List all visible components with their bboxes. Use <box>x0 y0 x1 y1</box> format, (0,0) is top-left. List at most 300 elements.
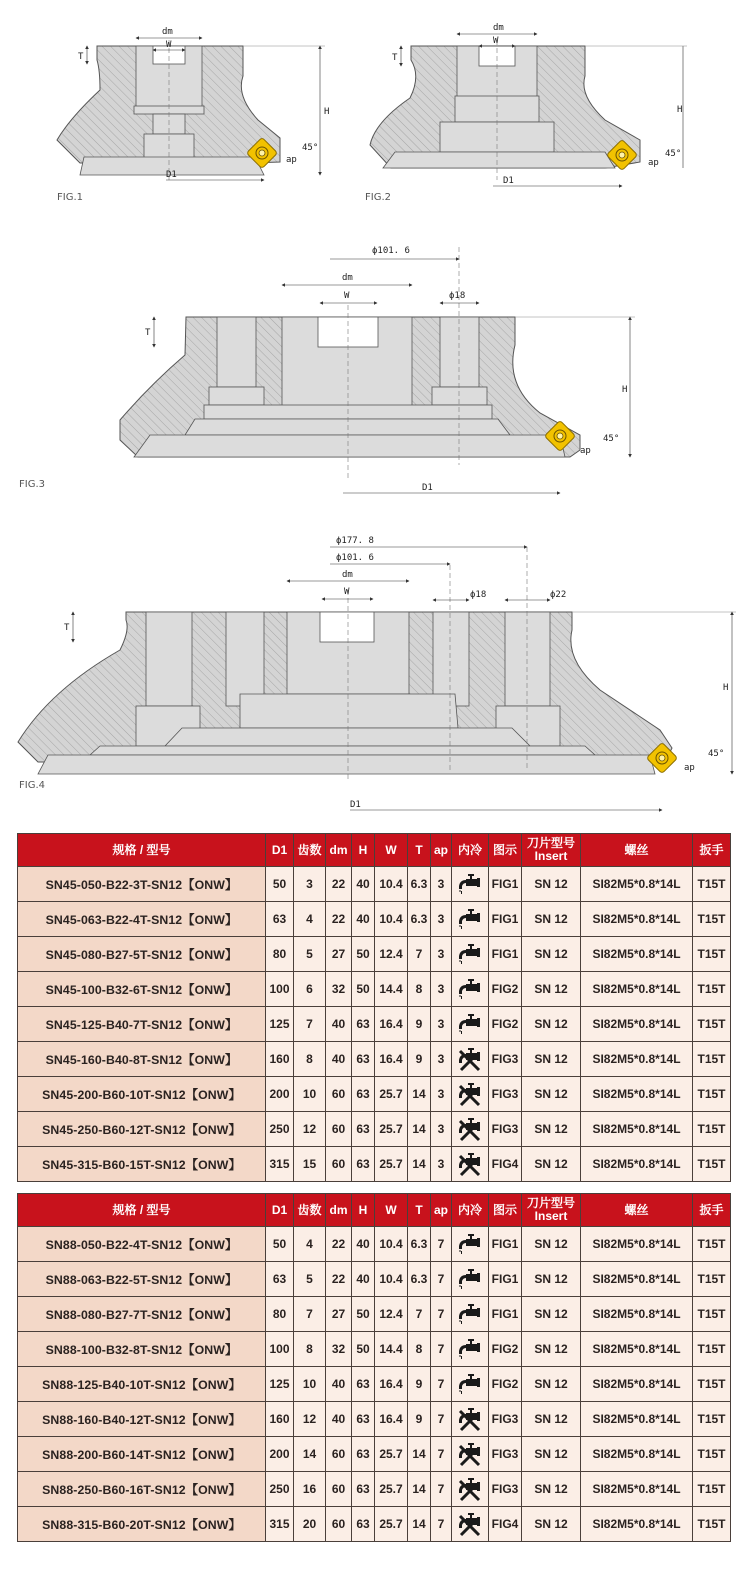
cell-d1: 100 <box>266 972 294 1007</box>
cell-insert: SN 12 <box>522 1042 581 1077</box>
dim-ap-label: ap <box>684 763 695 773</box>
cell-figure: FIG1 <box>489 902 522 937</box>
cell-h: 63 <box>352 1507 375 1542</box>
cell-insert: SN 12 <box>522 1472 581 1507</box>
cell-wrench: T15T <box>693 1007 731 1042</box>
dim-dm-label: dm <box>342 273 353 283</box>
dim-ap-label: ap <box>286 155 297 165</box>
dim-angle-label: 45° <box>302 143 319 153</box>
cell-teeth: 8 <box>294 1332 326 1367</box>
cell-model: SN45-200-B60-10T-SN12【ONW】 <box>18 1077 266 1112</box>
cell-ap: 7 <box>431 1472 452 1507</box>
dim-t-label: T <box>64 623 70 633</box>
cell-dm: 60 <box>326 1437 352 1472</box>
cell-model: SN88-200-B60-14T-SN12【ONW】 <box>18 1437 266 1472</box>
cell-teeth: 6 <box>294 972 326 1007</box>
cell-model: SN45-100-B32-6T-SN12【ONW】 <box>18 972 266 1007</box>
header-insert-cn: 刀片型号 <box>526 836 575 850</box>
cell-screw: SI82M5*0.8*14L <box>581 867 693 902</box>
cell-insert: SN 12 <box>522 972 581 1007</box>
dim-t-label: T <box>392 53 398 63</box>
cell-ap: 7 <box>431 1507 452 1542</box>
cell-figure: FIG1 <box>489 937 522 972</box>
cell-teeth: 10 <box>294 1367 326 1402</box>
cell-screw: SI82M5*0.8*14L <box>581 1112 693 1147</box>
cell-dm: 60 <box>326 1112 352 1147</box>
header-ap: ap <box>431 834 452 867</box>
cell-teeth: 12 <box>294 1402 326 1437</box>
cell-ap: 7 <box>431 1262 452 1297</box>
cell-insert: SN 12 <box>522 1147 581 1182</box>
cell-model: SN45-315-B60-15T-SN12【ONW】 <box>18 1147 266 1182</box>
internal-coolant-icon <box>457 1372 483 1396</box>
table-row <box>18 1367 731 1402</box>
table-row <box>18 867 731 902</box>
cell-dm: 40 <box>326 1007 352 1042</box>
cell-d1: 80 <box>266 937 294 972</box>
figure-4 <box>0 530 750 820</box>
cell-d1: 125 <box>266 1367 294 1402</box>
cell-wrench: T15T <box>693 1077 731 1112</box>
cell-w: 25.7 <box>375 1437 408 1472</box>
dim-angle-label: 45° <box>603 434 620 444</box>
header-figure: 图示 <box>489 1194 522 1227</box>
cell-d1: 100 <box>266 1332 294 1367</box>
cell-teeth: 20 <box>294 1507 326 1542</box>
cell-d1: 50 <box>266 1227 294 1262</box>
cell-wrench: T15T <box>693 937 731 972</box>
dim-d1-label: D1 <box>422 483 433 493</box>
dim-dm-label: dm <box>342 570 353 580</box>
cell-model: SN45-160-B40-8T-SN12【ONW】 <box>18 1042 266 1077</box>
cell-teeth: 14 <box>294 1437 326 1472</box>
header-wrench: 扳手 <box>693 834 731 867</box>
cell-wrench: T15T <box>693 972 731 1007</box>
internal-coolant-icon <box>457 1267 483 1291</box>
cell-h: 63 <box>352 1007 375 1042</box>
cell-t: 7 <box>408 937 431 972</box>
cell-teeth: 8 <box>294 1042 326 1077</box>
cell-t: 14 <box>408 1112 431 1147</box>
cell-h: 63 <box>352 1437 375 1472</box>
dim-dm-label: dm <box>493 23 504 33</box>
cell-figure: FIG2 <box>489 1007 522 1042</box>
cell-ap: 7 <box>431 1297 452 1332</box>
no-coolant-icon <box>457 1152 483 1176</box>
cell-ap: 7 <box>431 1437 452 1472</box>
cell-teeth: 4 <box>294 902 326 937</box>
dim-w-label: W <box>344 587 350 597</box>
no-coolant-icon <box>457 1407 483 1431</box>
cell-coolant <box>452 1332 489 1367</box>
cell-coolant <box>452 867 489 902</box>
spec-table-sn88 <box>17 1193 731 1542</box>
dim-ap-label: ap <box>580 446 591 456</box>
cell-d1: 63 <box>266 902 294 937</box>
cell-t: 14 <box>408 1507 431 1542</box>
dim-d1-label: D1 <box>503 176 514 186</box>
cell-t: 9 <box>408 1042 431 1077</box>
cell-screw: SI82M5*0.8*14L <box>581 1437 693 1472</box>
header-model: 规格 / 型号 <box>18 1194 266 1227</box>
cell-w: 14.4 <box>375 1332 408 1367</box>
cell-wrench: T15T <box>693 1147 731 1182</box>
table-header-row <box>18 834 731 867</box>
header-ap: ap <box>431 1194 452 1227</box>
table-row <box>18 1077 731 1112</box>
internal-coolant-icon <box>457 1302 483 1326</box>
cell-ap: 3 <box>431 1112 452 1147</box>
cell-wrench: T15T <box>693 1042 731 1077</box>
table-row <box>18 1332 731 1367</box>
figure-2-label: FIG.2 <box>365 192 391 203</box>
cell-teeth: 12 <box>294 1112 326 1147</box>
cell-t: 6.3 <box>408 902 431 937</box>
cell-dm: 40 <box>326 1367 352 1402</box>
cell-h: 63 <box>352 1367 375 1402</box>
header-coolant: 内冷 <box>452 1194 489 1227</box>
dim-t-label: T <box>78 52 84 62</box>
cell-d1: 50 <box>266 867 294 902</box>
cell-ap: 3 <box>431 1147 452 1182</box>
internal-coolant-icon <box>457 872 483 896</box>
cell-t: 7 <box>408 1297 431 1332</box>
table-row <box>18 1297 731 1332</box>
cell-coolant <box>452 1227 489 1262</box>
dim-h-label: H <box>723 683 729 693</box>
cell-t: 9 <box>408 1007 431 1042</box>
dim-h-label: H <box>677 105 683 115</box>
cell-teeth: 15 <box>294 1147 326 1182</box>
cell-t: 8 <box>408 972 431 1007</box>
cell-insert: SN 12 <box>522 1227 581 1262</box>
cell-ap: 3 <box>431 1077 452 1112</box>
header-coolant: 内冷 <box>452 834 489 867</box>
cell-coolant <box>452 1262 489 1297</box>
cell-model: SN45-050-B22-3T-SN12【ONW】 <box>18 867 266 902</box>
cell-ap: 3 <box>431 972 452 1007</box>
cell-t: 9 <box>408 1402 431 1437</box>
cell-figure: FIG3 <box>489 1402 522 1437</box>
cell-screw: SI82M5*0.8*14L <box>581 1007 693 1042</box>
cell-model: SN45-080-B27-5T-SN12【ONW】 <box>18 937 266 972</box>
header-w: W <box>375 1194 408 1227</box>
header-d1: D1 <box>266 834 294 867</box>
cell-model: SN88-080-B27-7T-SN12【ONW】 <box>18 1297 266 1332</box>
cell-figure: FIG2 <box>489 1332 522 1367</box>
cell-screw: SI82M5*0.8*14L <box>581 1077 693 1112</box>
cell-insert: SN 12 <box>522 1332 581 1367</box>
cell-dm: 22 <box>326 1262 352 1297</box>
cell-screw: SI82M5*0.8*14L <box>581 1297 693 1332</box>
cell-insert: SN 12 <box>522 1437 581 1472</box>
cell-d1: 200 <box>266 1077 294 1112</box>
dim-hole-large-label: ϕ22 <box>550 590 567 600</box>
spec-table-sn45 <box>17 833 731 1182</box>
no-coolant-icon <box>457 1512 483 1536</box>
cell-model: SN88-250-B60-16T-SN12【ONW】 <box>18 1472 266 1507</box>
dim-dm-label: dm <box>162 27 173 37</box>
cell-model: SN88-050-B22-4T-SN12【ONW】 <box>18 1227 266 1262</box>
cell-ap: 7 <box>431 1367 452 1402</box>
cell-dm: 32 <box>326 1332 352 1367</box>
dim-d1-label: D1 <box>166 170 177 180</box>
cell-w: 25.7 <box>375 1472 408 1507</box>
cell-h: 40 <box>352 867 375 902</box>
header-insert <box>522 834 581 867</box>
internal-coolant-icon <box>457 907 483 931</box>
figure-1-label: FIG.1 <box>57 192 83 203</box>
cell-dm: 22 <box>326 867 352 902</box>
cell-w: 16.4 <box>375 1042 408 1077</box>
cell-w: 10.4 <box>375 1262 408 1297</box>
table-row <box>18 1007 731 1042</box>
header-teeth: 齿数 <box>294 834 326 867</box>
cell-d1: 80 <box>266 1297 294 1332</box>
cell-ap: 7 <box>431 1402 452 1437</box>
cell-teeth: 3 <box>294 867 326 902</box>
cell-wrench: T15T <box>693 1227 731 1262</box>
cell-screw: SI82M5*0.8*14L <box>581 1262 693 1297</box>
cell-screw: SI82M5*0.8*14L <box>581 1227 693 1262</box>
cell-h: 50 <box>352 1297 375 1332</box>
cell-d1: 160 <box>266 1402 294 1437</box>
cell-w: 16.4 <box>375 1402 408 1437</box>
cell-dm: 22 <box>326 1227 352 1262</box>
cell-screw: SI82M5*0.8*14L <box>581 1332 693 1367</box>
header-figure: 图示 <box>489 834 522 867</box>
figure-4-label: FIG.4 <box>19 780 45 791</box>
cell-w: 12.4 <box>375 1297 408 1332</box>
cell-model: SN45-125-B40-7T-SN12【ONW】 <box>18 1007 266 1042</box>
figure-1 <box>40 10 340 203</box>
header-d1: D1 <box>266 1194 294 1227</box>
cell-figure: FIG1 <box>489 1227 522 1262</box>
header-insert-cn: 刀片型号 <box>526 1196 575 1210</box>
table-row <box>18 1472 731 1507</box>
table-row <box>18 1042 731 1077</box>
dim-t-label: T <box>145 328 151 338</box>
table-row <box>18 1437 731 1472</box>
cell-insert: SN 12 <box>522 1112 581 1147</box>
figure-2-drawing <box>365 10 683 190</box>
cell-wrench: T15T <box>693 1332 731 1367</box>
dim-hole-label: ϕ18 <box>449 291 466 301</box>
cell-d1: 63 <box>266 1262 294 1297</box>
cell-d1: 250 <box>266 1472 294 1507</box>
table-row <box>18 1402 731 1437</box>
cell-w: 16.4 <box>375 1007 408 1042</box>
dim-bolt-circle-label: ϕ101. 6 <box>372 246 410 256</box>
cell-dm: 60 <box>326 1077 352 1112</box>
cell-h: 63 <box>352 1077 375 1112</box>
cell-insert: SN 12 <box>522 902 581 937</box>
cell-wrench: T15T <box>693 902 731 937</box>
cell-h: 40 <box>352 1227 375 1262</box>
header-insert-en: Insert <box>534 849 568 863</box>
cell-dm: 40 <box>326 1042 352 1077</box>
cell-dm: 22 <box>326 902 352 937</box>
dim-h-label: H <box>622 385 628 395</box>
cell-w: 25.7 <box>375 1077 408 1112</box>
cell-figure: FIG3 <box>489 1472 522 1507</box>
header-t: T <box>408 834 431 867</box>
cell-w: 10.4 <box>375 867 408 902</box>
header-dm: dm <box>326 834 352 867</box>
cell-h: 50 <box>352 937 375 972</box>
cell-figure: FIG4 <box>489 1147 522 1182</box>
table-row <box>18 1507 731 1542</box>
header-insert-en: Insert <box>534 1209 568 1223</box>
cell-t: 6.3 <box>408 1227 431 1262</box>
table-row <box>18 1112 731 1147</box>
header-screw: 螺丝 <box>581 1194 693 1227</box>
cell-d1: 200 <box>266 1437 294 1472</box>
cell-ap: 3 <box>431 1042 452 1077</box>
cell-w: 25.7 <box>375 1507 408 1542</box>
dim-w-label: W <box>344 291 350 301</box>
cell-d1: 315 <box>266 1507 294 1542</box>
cell-insert: SN 12 <box>522 937 581 972</box>
header-teeth: 齿数 <box>294 1194 326 1227</box>
cell-figure: FIG2 <box>489 972 522 1007</box>
cell-coolant <box>452 937 489 972</box>
dim-angle-label: 45° <box>665 149 682 159</box>
cell-d1: 160 <box>266 1042 294 1077</box>
cell-wrench: T15T <box>693 867 731 902</box>
cell-figure: FIG1 <box>489 1262 522 1297</box>
cell-coolant <box>452 1507 489 1542</box>
header-screw: 螺丝 <box>581 834 693 867</box>
cell-screw: SI82M5*0.8*14L <box>581 937 693 972</box>
cell-h: 40 <box>352 1262 375 1297</box>
table-row <box>18 1147 731 1182</box>
cell-t: 6.3 <box>408 867 431 902</box>
cell-screw: SI82M5*0.8*14L <box>581 902 693 937</box>
cell-h: 63 <box>352 1147 375 1182</box>
cell-wrench: T15T <box>693 1367 731 1402</box>
cell-figure: FIG3 <box>489 1042 522 1077</box>
cell-teeth: 7 <box>294 1297 326 1332</box>
cell-w: 25.7 <box>375 1112 408 1147</box>
figure-3 <box>0 235 750 495</box>
cell-dm: 27 <box>326 937 352 972</box>
cell-t: 14 <box>408 1147 431 1182</box>
cell-teeth: 4 <box>294 1227 326 1262</box>
cell-h: 50 <box>352 972 375 1007</box>
dim-bolt-circle-label: ϕ101. 6 <box>336 553 374 563</box>
cell-d1: 125 <box>266 1007 294 1042</box>
cell-h: 63 <box>352 1112 375 1147</box>
no-coolant-icon <box>457 1047 483 1071</box>
cell-coolant <box>452 1007 489 1042</box>
cell-figure: FIG3 <box>489 1437 522 1472</box>
cell-ap: 7 <box>431 1227 452 1262</box>
cell-model: SN88-063-B22-5T-SN12【ONW】 <box>18 1262 266 1297</box>
cell-model: SN88-100-B32-8T-SN12【ONW】 <box>18 1332 266 1367</box>
no-coolant-icon <box>457 1442 483 1466</box>
header-h: H <box>352 1194 375 1227</box>
cell-coolant <box>452 902 489 937</box>
cell-w: 16.4 <box>375 1367 408 1402</box>
cell-model: SN88-125-B40-10T-SN12【ONW】 <box>18 1367 266 1402</box>
dim-hole-small-label: ϕ18 <box>470 590 487 600</box>
cell-coolant <box>452 1297 489 1332</box>
cell-ap: 3 <box>431 867 452 902</box>
cell-w: 10.4 <box>375 1227 408 1262</box>
figure-4-drawing <box>0 530 750 820</box>
cell-t: 6.3 <box>408 1262 431 1297</box>
cell-coolant <box>452 1437 489 1472</box>
cell-screw: SI82M5*0.8*14L <box>581 1472 693 1507</box>
table-row <box>18 1227 731 1262</box>
cell-coolant <box>452 1077 489 1112</box>
no-coolant-icon <box>457 1477 483 1501</box>
cell-ap: 3 <box>431 902 452 937</box>
cell-wrench: T15T <box>693 1437 731 1472</box>
cell-ap: 3 <box>431 1007 452 1042</box>
table-row <box>18 1262 731 1297</box>
dim-outer-circle-label: ϕ177. 8 <box>336 536 374 546</box>
cell-h: 50 <box>352 1332 375 1367</box>
cell-t: 14 <box>408 1437 431 1472</box>
cell-insert: SN 12 <box>522 1402 581 1437</box>
dim-w-label: W <box>493 36 499 46</box>
cell-t: 14 <box>408 1077 431 1112</box>
cell-insert: SN 12 <box>522 1077 581 1112</box>
cell-wrench: T15T <box>693 1112 731 1147</box>
cell-screw: SI82M5*0.8*14L <box>581 1367 693 1402</box>
table-header-row <box>18 1194 731 1227</box>
cell-model: SN88-160-B40-12T-SN12【ONW】 <box>18 1402 266 1437</box>
cell-insert: SN 12 <box>522 1507 581 1542</box>
cell-model: SN45-063-B22-4T-SN12【ONW】 <box>18 902 266 937</box>
internal-coolant-icon <box>457 1337 483 1361</box>
table-row <box>18 972 731 1007</box>
cell-figure: FIG3 <box>489 1077 522 1112</box>
no-coolant-icon <box>457 1082 483 1106</box>
cell-coolant <box>452 1472 489 1507</box>
cell-h: 63 <box>352 1042 375 1077</box>
cell-coolant <box>452 1112 489 1147</box>
cell-screw: SI82M5*0.8*14L <box>581 1147 693 1182</box>
header-w: W <box>375 834 408 867</box>
internal-coolant-icon <box>457 1012 483 1036</box>
cell-dm: 40 <box>326 1402 352 1437</box>
cell-figure: FIG1 <box>489 867 522 902</box>
header-t: T <box>408 1194 431 1227</box>
figure-3-drawing <box>0 235 750 495</box>
cell-coolant <box>452 1147 489 1182</box>
cell-wrench: T15T <box>693 1297 731 1332</box>
header-dm: dm <box>326 1194 352 1227</box>
header-wrench: 扳手 <box>693 1194 731 1227</box>
table-row <box>18 937 731 972</box>
cell-ap: 3 <box>431 937 452 972</box>
cell-teeth: 7 <box>294 1007 326 1042</box>
internal-coolant-icon <box>457 942 483 966</box>
header-insert <box>522 1194 581 1227</box>
cell-figure: FIG2 <box>489 1367 522 1402</box>
cell-w: 10.4 <box>375 902 408 937</box>
cell-wrench: T15T <box>693 1262 731 1297</box>
figure-1-drawing <box>40 10 340 190</box>
cell-coolant <box>452 1042 489 1077</box>
cell-insert: SN 12 <box>522 1297 581 1332</box>
cell-wrench: T15T <box>693 1472 731 1507</box>
cell-t: 9 <box>408 1367 431 1402</box>
cell-t: 8 <box>408 1332 431 1367</box>
